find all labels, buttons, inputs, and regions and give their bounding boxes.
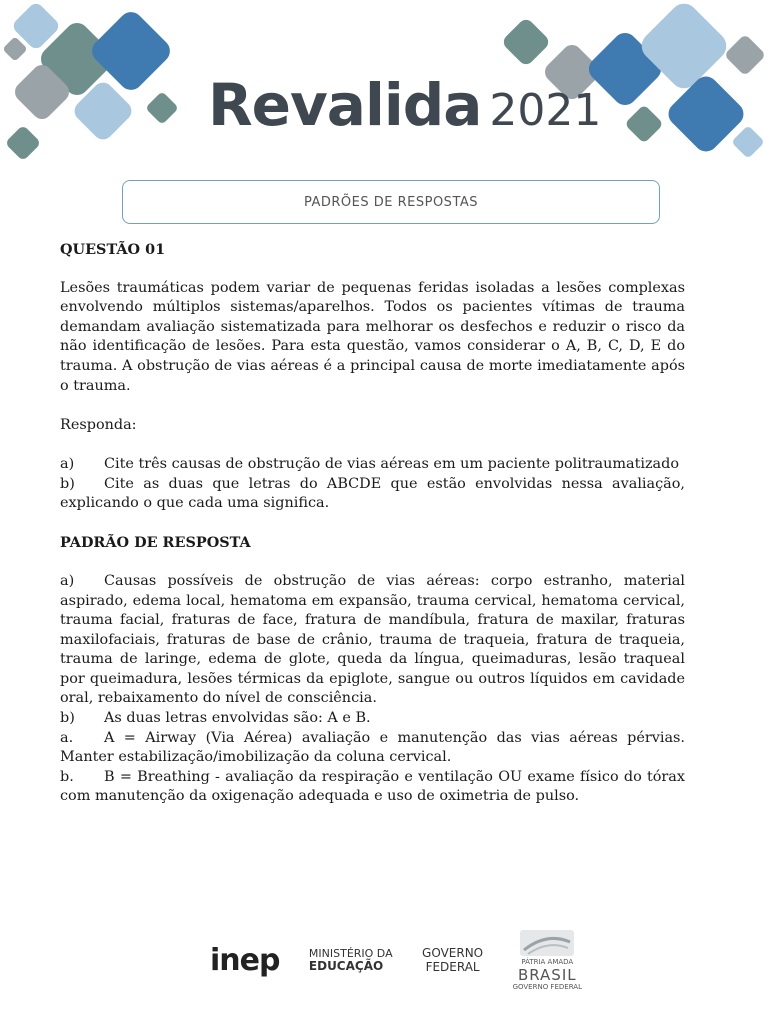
question-paragraph: Lesões traumáticas podem variar de pequenas feridas isoladas a lesões complexas envolvendo múltiplos sistemas/aparelhos. Todos os pacientes vítimas de trauma demandam avaliação sistematizada para melhorar os desfechos e reduzir o risco da não identificação de lesões. Para esta questão, vamos considerar o A, B, C, D, E do trauma. A obstrução de vias aéreas é a principal causa de morte imediatamente após o trauma. — [60, 279, 685, 394]
question-item-a: a) Cite três causas de obstrução de vias aéreas em um paciente politraumatizado — [60, 455, 680, 472]
patria-amada-brasil-logo: PÁTRIA AMADA BRASIL GOVERNO FEDERAL — [513, 928, 582, 992]
footer-logos — [210, 925, 582, 995]
answer-item-a-detail: a. A = Airway (Via Aérea) avaliação e manutenção das vias aéreas pérvias. Manter estabilização/imobilização da coluna cervical. — [60, 729, 685, 766]
answer-item-b-detail: b. B = Breathing - avaliação da respiração e ventilação OU exame físico do tórax com manutenção da oxigenação adequada e uso de oximetria de pulso. — [60, 768, 685, 805]
revalida-logo — [208, 71, 602, 139]
brasil-emblem-icon — [518, 928, 576, 958]
section-title: PADRÕES DE RESPOSTAS — [303, 194, 479, 210]
document-body — [60, 240, 685, 807]
section-title-box — [122, 180, 660, 224]
logo-word: Revalida — [208, 71, 482, 139]
question-heading: QUESTÃO 01 — [60, 241, 166, 258]
logo-year: 2021 — [489, 85, 602, 136]
question-prompt: Responda: — [60, 416, 137, 433]
answer-item-b: b) As duas letras envolvidas são: A e B. — [60, 710, 371, 727]
answer-item-a: a) Causas possíveis de obstrução de vias aéreas: corpo estranho, material aspirado, edema local, hematoma em expansão, trauma cervical, hematoma cervical, trauma facial, fraturas de face, fratura de mandíbula, fratura de maxilar, fraturas maxilofaciais, fraturas de base de crânio, trauma de traqueia, fratura de traqueia, trauma de laringe, edema de glote, queda da língua, queimaduras, lesão traqueal por queimadura, lesões térmicas da epiglote, sangue ou outros líquidos em cavidade oral, rebaixamento do nível de consciência. — [60, 572, 685, 707]
governo-federal-logo: GOVERNO FEDERAL — [422, 946, 484, 974]
decorative-diamonds-left — [0, 0, 200, 180]
question-item-b: b) Cite as duas que letras do ABCDE que estão envolvidas nessa avaliação, explicando o que cada uma significa. — [60, 475, 685, 512]
answer-heading: PADRÃO DE RESPOSTA — [60, 534, 251, 552]
mec-logo: MINISTÉRIO DA EDUCAÇÃO — [308, 947, 393, 973]
inep-logo: inep — [210, 942, 280, 978]
